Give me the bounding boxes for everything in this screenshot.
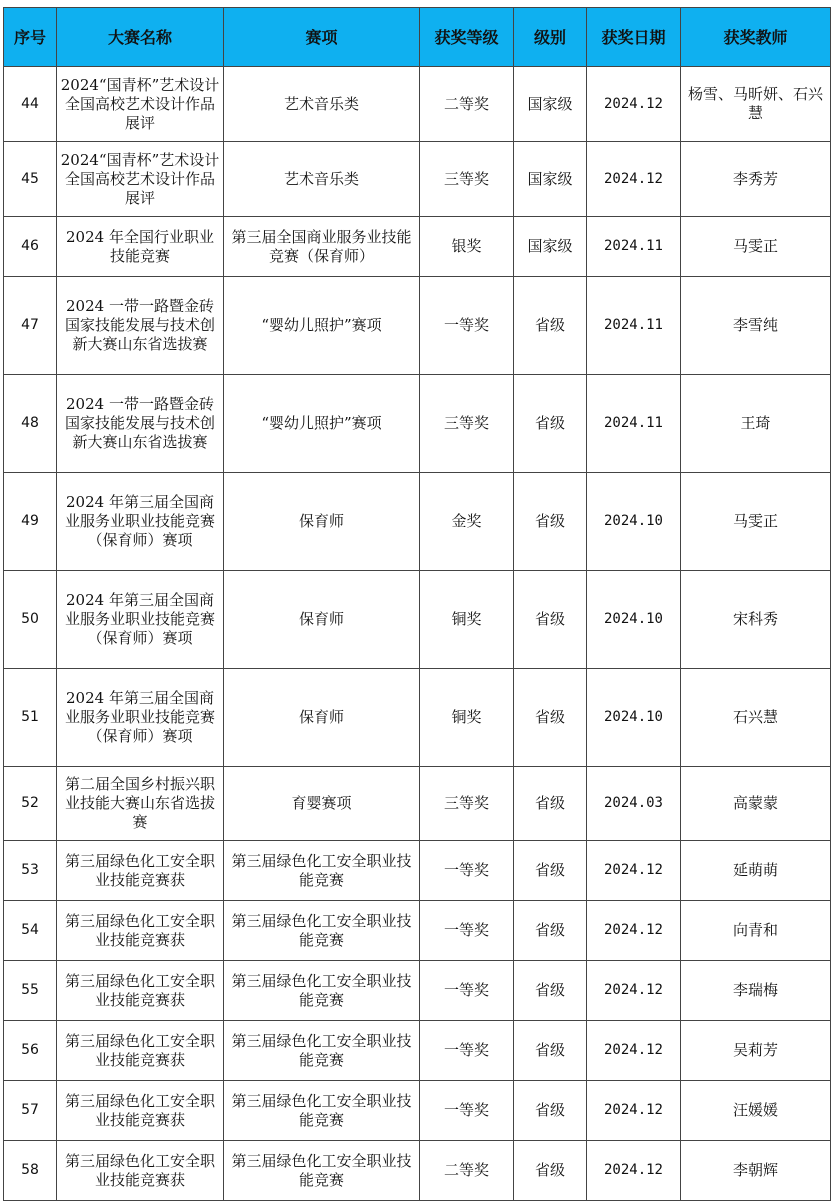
cell-award-grade (420, 277, 514, 375)
cell-award-date (587, 1021, 681, 1081)
cell-award-grade-text: 一等奖 (443, 921, 489, 939)
table-row (4, 961, 831, 1021)
cell-award-grade (420, 142, 514, 217)
cell-award-date (587, 901, 681, 961)
cell-no-text: 49 (21, 513, 39, 529)
cell-competition-name-text: 2024 年全国行业职业技能竞赛 (66, 227, 214, 265)
cell-teacher (681, 961, 831, 1021)
table-row (4, 767, 831, 841)
cell-competition-name-text: 第三届绿色化工安全职业技能竞赛获 (64, 1091, 215, 1129)
cell-no (4, 841, 57, 901)
cell-award-date-text: 2024.03 (603, 795, 663, 811)
cell-award-grade (420, 669, 514, 767)
table-row (4, 67, 831, 142)
cell-award-grade-text: 金奖 (451, 512, 482, 530)
cell-level (514, 142, 587, 217)
cell-competition-name-text: 2024 年第三届全国商业服务业职业技能竞赛（保育师）赛项 (64, 591, 215, 647)
cell-event (224, 473, 420, 571)
cell-level-text: 国家级 (527, 237, 573, 255)
cell-level (514, 901, 587, 961)
cell-teacher (681, 277, 831, 375)
cell-teacher-text: 吴莉芳 (732, 1041, 778, 1059)
cell-event (224, 571, 420, 669)
cell-award-date (587, 841, 681, 901)
cell-level-text: 省级 (534, 794, 565, 812)
cell-level (514, 277, 587, 375)
cell-level-text: 国家级 (527, 94, 573, 113)
cell-event-text: 第三届绿色化工安全职业技能竞赛 (231, 971, 412, 1009)
cell-award-grade (420, 571, 514, 669)
cell-competition-name-text: 2024 一带一路暨金砖国家技能发展与技术创新大赛山东省选拔赛 (64, 297, 215, 353)
cell-no-text: 55 (21, 982, 39, 998)
cell-award-grade-text: 一等奖 (443, 861, 489, 879)
cell-award-date (587, 277, 681, 375)
cell-no (4, 571, 57, 669)
cell-award-grade-text: 铜奖 (451, 708, 482, 726)
cell-event (224, 961, 420, 1021)
cell-competition-name (57, 1141, 224, 1201)
cell-no-text: 47 (21, 317, 39, 333)
cell-competition-name (57, 1081, 224, 1141)
cell-award-grade (420, 901, 514, 961)
cell-award-date-text: 2024.12 (603, 922, 663, 938)
cell-event (224, 67, 420, 142)
header-event: 赛项 (224, 8, 420, 67)
cell-award-date-text: 2024.12 (603, 1162, 663, 1178)
cell-competition-name-text: 第三届绿色化工安全职业技能竞赛获 (64, 971, 215, 1009)
cell-level (514, 1141, 587, 1201)
cell-level (514, 1081, 587, 1141)
cell-event-text: 第三届绿色化工安全职业技能竞赛 (231, 1091, 412, 1129)
cell-award-grade (420, 841, 514, 901)
cell-competition-name (57, 961, 224, 1021)
cell-competition-name (57, 277, 224, 375)
header-teacher: 获奖教师 (681, 8, 831, 67)
cell-award-grade (420, 473, 514, 571)
table-row (4, 277, 831, 375)
cell-event (224, 375, 420, 473)
cell-teacher-text: 石兴慧 (732, 708, 778, 726)
cell-no-text: 46 (21, 238, 39, 254)
cell-level (514, 767, 587, 841)
cell-competition-name-text: 2024 年第三届全国商业服务业职业技能竞赛（保育师）赛项 (64, 493, 215, 549)
header-award-grade: 获奖等级 (420, 8, 514, 67)
cell-award-date (587, 571, 681, 669)
cell-teacher-text: 王琦 (740, 414, 771, 432)
cell-no-text: 48 (21, 415, 39, 431)
table-row (4, 217, 831, 277)
cell-award-grade (420, 1021, 514, 1081)
header-award-date: 获奖日期 (587, 8, 681, 67)
cell-no-text: 51 (21, 709, 39, 725)
cell-event (224, 277, 420, 375)
cell-teacher (681, 669, 831, 767)
cell-event (224, 1141, 420, 1201)
cell-competition-name (57, 142, 224, 217)
cell-teacher (681, 375, 831, 473)
cell-level-text: 国家级 (527, 169, 573, 188)
cell-competition-name (57, 1021, 224, 1081)
cell-award-grade-text: 三等奖 (443, 794, 489, 812)
cell-award-date-text: 2024.10 (603, 709, 663, 725)
cell-competition-name-text: 2024“国青杯”艺术设计全国高校艺术设计作品展评 (60, 75, 220, 132)
cell-award-date (587, 1141, 681, 1201)
cell-teacher-text: 李朝辉 (732, 1161, 778, 1179)
cell-teacher (681, 1021, 831, 1081)
cell-teacher (681, 473, 831, 571)
cell-award-date-text: 2024.12 (603, 95, 663, 112)
cell-event (224, 901, 420, 961)
table-header (4, 8, 831, 67)
cell-award-date-text: 2024.12 (603, 170, 663, 187)
cell-award-grade-text: 铜奖 (451, 610, 482, 628)
cell-teacher-text: 李雪纯 (732, 316, 778, 334)
cell-no (4, 767, 57, 841)
cell-no-text: 53 (21, 862, 39, 878)
cell-teacher-text: 宋科秀 (732, 610, 778, 628)
cell-teacher (681, 901, 831, 961)
table-row (4, 901, 831, 961)
table-row (4, 571, 831, 669)
cell-event (224, 669, 420, 767)
cell-award-grade (420, 67, 514, 142)
cell-award-grade (420, 1081, 514, 1141)
cell-level (514, 961, 587, 1021)
cell-event-text: 第三届全国商业服务业技能竞赛（保育师） (231, 227, 412, 265)
cell-competition-name (57, 841, 224, 901)
cell-award-date-text: 2024.12 (603, 1042, 663, 1058)
cell-event-text: 第三届绿色化工安全职业技能竞赛 (231, 851, 412, 889)
cell-event-text: 育婴赛项 (291, 794, 352, 812)
cell-level (514, 841, 587, 901)
table-row (4, 1141, 831, 1201)
cell-level-text: 省级 (534, 1161, 565, 1179)
cell-no (4, 1081, 57, 1141)
cell-event-text: 保育师 (298, 512, 344, 530)
cell-event-text: 第三届绿色化工安全职业技能竞赛 (231, 1031, 412, 1069)
awards-table (3, 7, 831, 1201)
cell-no-text: 45 (21, 170, 39, 187)
cell-no (4, 669, 57, 767)
cell-level-text: 省级 (534, 610, 565, 628)
cell-level (514, 217, 587, 277)
cell-level-text: 省级 (534, 512, 565, 530)
cell-event (224, 841, 420, 901)
cell-award-grade (420, 1141, 514, 1201)
cell-competition-name (57, 571, 224, 669)
cell-no (4, 142, 57, 217)
cell-no (4, 217, 57, 277)
cell-award-date-text: 2024.10 (603, 611, 663, 627)
cell-no (4, 1021, 57, 1081)
cell-award-date (587, 669, 681, 767)
cell-award-grade (420, 961, 514, 1021)
cell-event (224, 142, 420, 217)
cell-competition-name (57, 67, 224, 142)
cell-award-date-text: 2024.11 (603, 415, 663, 431)
cell-level-text: 省级 (534, 316, 565, 334)
cell-award-date-text: 2024.11 (603, 317, 663, 333)
cell-teacher (681, 142, 831, 217)
cell-event-text: “婴幼儿照护”赛项 (261, 316, 382, 334)
cell-no (4, 961, 57, 1021)
cell-award-grade-text: 一等奖 (443, 316, 489, 334)
cell-teacher-text: 汪媛媛 (732, 1101, 778, 1119)
cell-level-text: 省级 (534, 708, 565, 726)
cell-no (4, 473, 57, 571)
cell-no (4, 901, 57, 961)
cell-teacher-text: 杨雪、马昕妍、石兴慧 (687, 85, 823, 122)
cell-level (514, 67, 587, 142)
header-no: 序号 (4, 8, 57, 67)
cell-competition-name (57, 767, 224, 841)
header-level: 级别 (514, 8, 587, 67)
cell-level-text: 省级 (534, 921, 565, 939)
table-row (4, 1081, 831, 1141)
cell-no-text: 52 (21, 795, 39, 811)
cell-level (514, 375, 587, 473)
table-row (4, 473, 831, 571)
cell-no-text: 44 (21, 95, 39, 112)
cell-competition-name (57, 217, 224, 277)
cell-teacher (681, 571, 831, 669)
table-row (4, 142, 831, 217)
cell-teacher-text: 向青和 (732, 921, 778, 939)
cell-award-grade-text: 一等奖 (443, 1101, 489, 1119)
cell-level-text: 省级 (534, 981, 565, 999)
cell-competition-name (57, 901, 224, 961)
cell-competition-name (57, 669, 224, 767)
cell-competition-name-text: 第三届绿色化工安全职业技能竞赛获 (64, 851, 215, 889)
cell-teacher (681, 767, 831, 841)
cell-competition-name-text: 2024“国青杯”艺术设计全国高校艺术设计作品展评 (60, 150, 220, 207)
cell-award-grade-text: 三等奖 (443, 169, 489, 188)
cell-no-text: 57 (21, 1102, 39, 1118)
cell-award-grade-text: 一等奖 (443, 981, 489, 999)
table-row (4, 841, 831, 901)
table-body (4, 67, 831, 1201)
cell-award-date (587, 473, 681, 571)
cell-competition-name-text: 第三届绿色化工安全职业技能竞赛获 (64, 1151, 215, 1189)
cell-level (514, 1021, 587, 1081)
table-row (4, 1021, 831, 1081)
cell-competition-name (57, 473, 224, 571)
cell-level (514, 669, 587, 767)
cell-event-text: 第三届绿色化工安全职业技能竞赛 (231, 1151, 412, 1189)
cell-level-text: 省级 (534, 414, 565, 432)
cell-award-date (587, 961, 681, 1021)
cell-teacher (681, 217, 831, 277)
cell-no (4, 277, 57, 375)
cell-no (4, 375, 57, 473)
cell-level (514, 473, 587, 571)
cell-teacher-text: 李瑞梅 (732, 981, 778, 999)
table-row (4, 375, 831, 473)
header-row (4, 8, 831, 67)
cell-event (224, 1081, 420, 1141)
cell-award-date (587, 1081, 681, 1141)
cell-award-date-text: 2024.12 (603, 1102, 663, 1118)
cell-award-date-text: 2024.11 (603, 238, 663, 254)
cell-competition-name-text: 第三届绿色化工安全职业技能竞赛获 (64, 911, 215, 949)
cell-level-text: 省级 (534, 1041, 565, 1059)
cell-award-grade (420, 375, 514, 473)
cell-no (4, 67, 57, 142)
cell-teacher (681, 67, 831, 142)
cell-event-text: 保育师 (298, 708, 344, 726)
cell-no (4, 1141, 57, 1201)
cell-award-grade (420, 767, 514, 841)
table-row (4, 669, 831, 767)
cell-level-text: 省级 (534, 861, 565, 879)
cell-event (224, 1021, 420, 1081)
cell-award-date (587, 142, 681, 217)
cell-teacher (681, 1141, 831, 1201)
cell-award-grade (420, 217, 514, 277)
cell-award-date-text: 2024.12 (603, 982, 663, 998)
cell-competition-name-text: 2024 年第三届全国商业服务业职业技能竞赛（保育师）赛项 (64, 689, 215, 745)
cell-award-date (587, 375, 681, 473)
cell-teacher-text: 高蒙蒙 (732, 794, 778, 812)
cell-award-date-text: 2024.12 (603, 862, 663, 878)
cell-no-text: 54 (21, 922, 39, 938)
cell-award-date (587, 767, 681, 841)
cell-event-text: 保育师 (298, 610, 344, 628)
cell-event-text: “婴幼儿照护”赛项 (261, 414, 382, 432)
cell-event-text: 第三届绿色化工安全职业技能竞赛 (231, 911, 412, 949)
cell-event-text: 艺术音乐类 (283, 94, 359, 113)
cell-level-text: 省级 (534, 1101, 565, 1119)
cell-no-text: 50 (21, 611, 39, 627)
cell-award-grade-text: 二等奖 (443, 94, 489, 113)
cell-teacher-text: 李秀芳 (732, 169, 778, 188)
cell-competition-name-text: 第三届绿色化工安全职业技能竞赛获 (64, 1031, 215, 1069)
cell-award-date-text: 2024.10 (603, 513, 663, 529)
cell-teacher (681, 841, 831, 901)
cell-award-date (587, 217, 681, 277)
cell-event-text: 艺术音乐类 (283, 169, 359, 188)
cell-competition-name-text: 2024 一带一路暨金砖国家技能发展与技术创新大赛山东省选拔赛 (64, 395, 215, 451)
header-competition-name: 大赛名称 (57, 8, 224, 67)
cell-award-grade-text: 三等奖 (443, 414, 489, 432)
cell-teacher (681, 1081, 831, 1141)
cell-level (514, 571, 587, 669)
cell-award-grade-text: 一等奖 (443, 1041, 489, 1059)
cell-no-text: 58 (21, 1162, 39, 1178)
cell-award-grade-text: 二等奖 (443, 1161, 489, 1179)
cell-teacher-text: 延萌萌 (732, 861, 778, 879)
cell-award-date (587, 67, 681, 142)
cell-award-grade-text: 银奖 (451, 237, 482, 255)
cell-no-text: 56 (21, 1042, 39, 1058)
cell-teacher-text: 马雯正 (732, 512, 778, 530)
cell-competition-name-text: 第二届全国乡村振兴职业技能大赛山东省选拔赛 (64, 775, 215, 831)
cell-event (224, 217, 420, 277)
cell-competition-name (57, 375, 224, 473)
cell-event (224, 767, 420, 841)
cell-teacher-text: 马雯正 (732, 237, 778, 255)
